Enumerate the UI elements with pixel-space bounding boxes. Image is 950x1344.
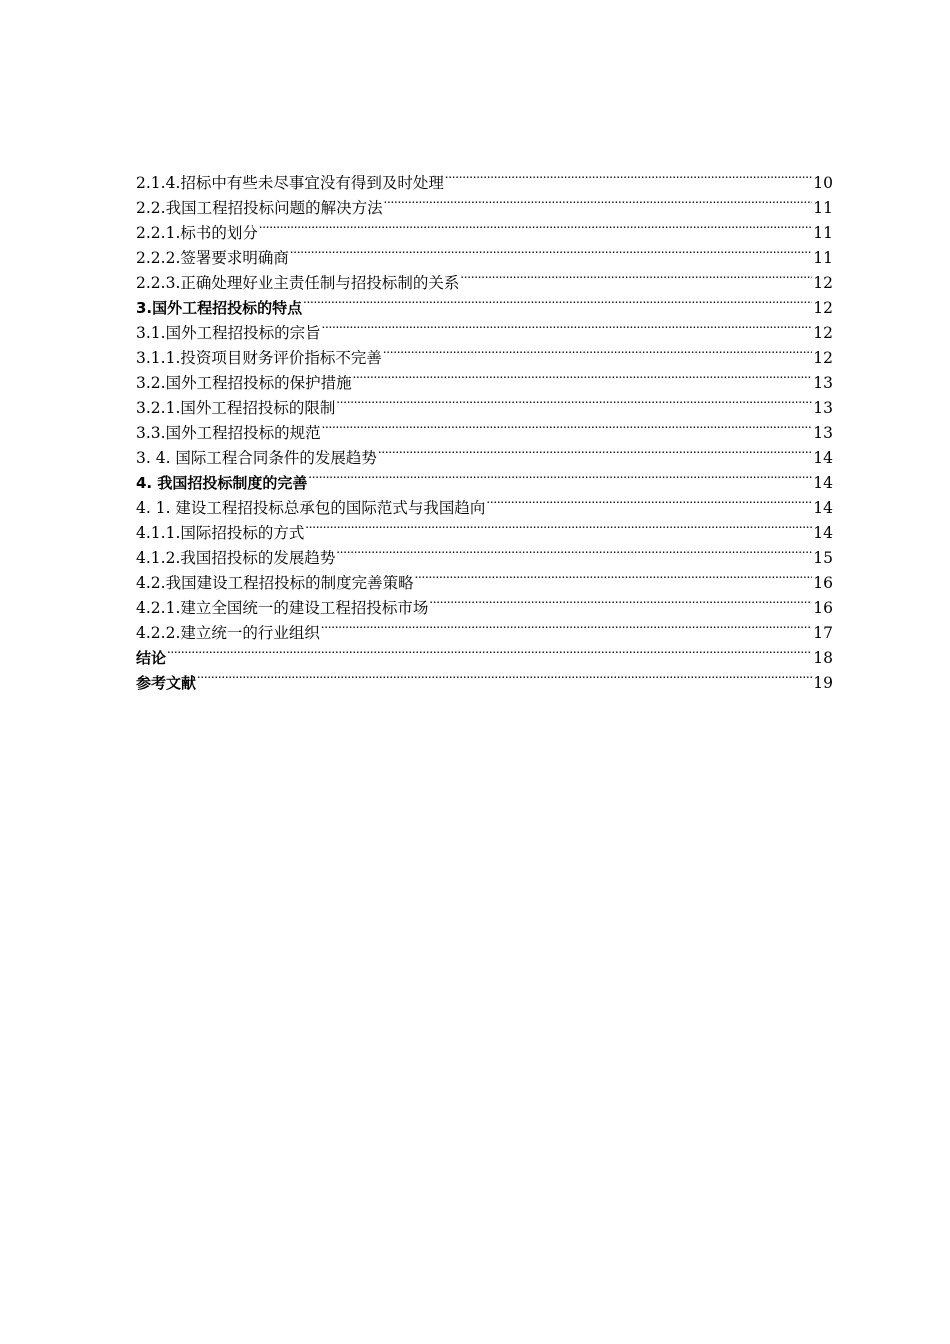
toc-entry[interactable] [136, 163, 833, 192]
toc-page-number: 12 [813, 274, 833, 292]
toc-page-number: 13 [813, 399, 833, 417]
toc-dot-leader [384, 188, 813, 213]
toc-dot-leader [321, 613, 812, 638]
toc-page-number: 10 [813, 174, 833, 192]
toc-dot-leader [322, 313, 813, 338]
toc-dot-leader [460, 263, 812, 288]
toc-page-number: 12 [813, 324, 833, 342]
toc-entry-title: 结论 [136, 649, 167, 667]
toc-entry-title: 3.国外工程招投标的特点 [136, 299, 303, 317]
toc-entry-title: 2.1.4.招标中有些未尽事宜没有得到及时处理 [136, 174, 444, 192]
toc-dot-leader [415, 563, 813, 588]
toc-page-number: 13 [813, 374, 833, 392]
toc-page-number: 14 [813, 524, 833, 542]
toc-entry-title: 3.1.国外工程招投标的宗旨 [136, 324, 321, 342]
toc-entry-chapter[interactable] [136, 638, 833, 667]
toc-entry-title: 4.2.1.建立全国统一的建设工程招投标市场 [136, 599, 429, 617]
toc-entry-chapter[interactable] [136, 663, 833, 692]
toc-dot-leader [308, 463, 812, 488]
toc-page-number: 16 [813, 599, 833, 617]
toc-entry-title: 3.2.1.国外工程招投标的限制 [136, 399, 336, 417]
toc-entry-title: 4.1.2.我国招投标的发展趋势 [136, 549, 336, 567]
toc-dot-leader [336, 388, 812, 413]
toc-dot-leader [486, 488, 812, 513]
toc-page-number: 11 [813, 224, 833, 242]
toc-entry-title: 2.2.3.正确处理好业主责任制与招投标制的关系 [136, 274, 460, 292]
toc-page-number: 17 [813, 624, 833, 642]
toc-entry-title: 3.1.1.投资项目财务评价指标不完善 [136, 349, 382, 367]
toc-page-number: 16 [813, 574, 833, 592]
toc-dot-leader [322, 413, 813, 438]
toc-dot-leader [378, 438, 812, 463]
toc-page-number: 11 [813, 249, 833, 267]
toc-dot-leader [353, 363, 813, 388]
toc-entry-title: 4.2.我国建设工程招投标的制度完善策略 [136, 574, 414, 592]
toc-entry-title: 3. 4. 国际工程合同条件的发展趋势 [136, 449, 377, 467]
toc-dot-leader [383, 338, 812, 363]
toc-entry-title: 4.2.2.建立统一的行业组织 [136, 624, 320, 642]
toc-page-number: 12 [813, 349, 833, 367]
toc-page-number: 14 [813, 449, 833, 467]
toc-entry-title: 3.2.国外工程招投标的保护措施 [136, 374, 352, 392]
toc-dot-leader [336, 538, 812, 563]
toc-dot-leader [290, 238, 812, 263]
toc-dot-leader [445, 163, 812, 188]
toc-page-number: 11 [813, 199, 833, 217]
toc-entry-title: 4.1.1.国际招投标的方式 [136, 524, 305, 542]
toc-dot-leader [305, 513, 812, 538]
toc-page-number: 13 [813, 424, 833, 442]
toc-entry-title: 2.2.我国工程招投标问题的解决方法 [136, 199, 383, 217]
toc-dot-leader [259, 213, 812, 238]
toc-dot-leader [197, 663, 812, 688]
toc-dot-leader [167, 638, 812, 663]
toc-dot-leader [303, 288, 812, 313]
toc-entry-title: 2.2.1.标书的划分 [136, 224, 258, 242]
toc-page-number: 12 [813, 299, 833, 317]
toc-entry-title: 参考文献 [136, 674, 197, 692]
toc-entry-title: 4. 我国招投标制度的完善 [136, 474, 308, 492]
toc-page-number: 18 [813, 649, 833, 667]
toc-entry-title: 2.2.2.签署要求明确商 [136, 249, 289, 267]
toc-page-number: 14 [813, 499, 833, 517]
toc-page-number: 15 [813, 549, 833, 567]
toc-entry-title: 3.3.国外工程招投标的规范 [136, 424, 321, 442]
toc-page-number: 14 [813, 474, 833, 492]
toc-entry-title: 4. 1. 建设工程招投标总承包的国际范式与我国趋向 [136, 499, 486, 517]
toc-page-number: 19 [813, 674, 833, 692]
table-of-contents [136, 163, 833, 692]
toc-dot-leader [429, 588, 812, 613]
